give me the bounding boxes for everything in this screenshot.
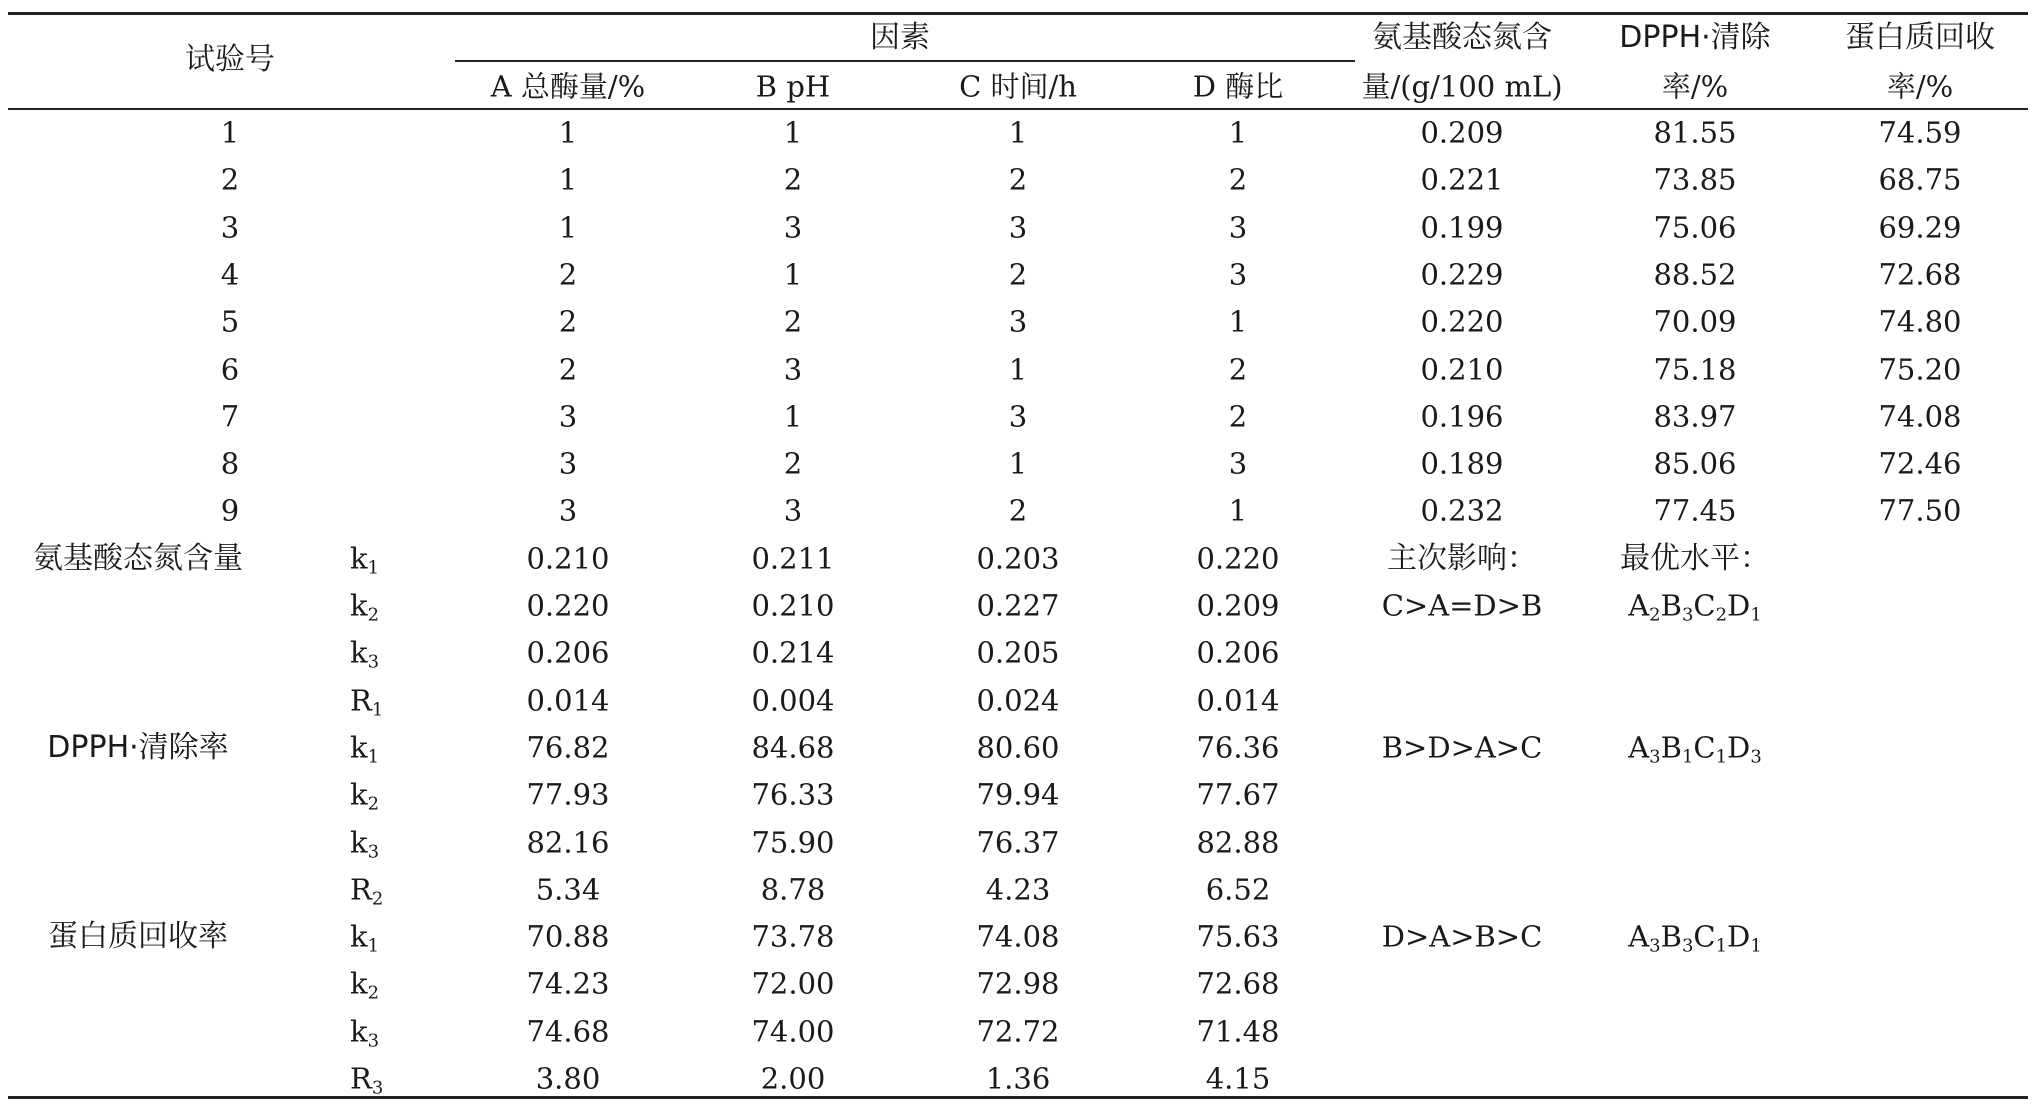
stat-k2-C: 0.227 bbox=[976, 588, 1060, 623]
optimal-level: $A_3B_3C_1D_1$ bbox=[1628, 919, 1762, 957]
trial-8-A: 3 bbox=[558, 446, 578, 481]
trial-9-protein: 77.50 bbox=[1878, 493, 1962, 528]
trial-1-dpph: 81.55 bbox=[1653, 115, 1737, 150]
trial-6-B: 3 bbox=[783, 352, 803, 386]
stat-k2-B: 76.33 bbox=[751, 777, 835, 812]
trial-3-B: 3 bbox=[783, 210, 803, 245]
trial-1-D: 1 bbox=[1228, 115, 1248, 150]
stat-label: $k_1$ bbox=[350, 730, 380, 768]
trial-7-A: 3 bbox=[558, 399, 578, 434]
stat-k1-A: 70.88 bbox=[526, 919, 610, 954]
stat-k2-D: 0.209 bbox=[1196, 588, 1280, 623]
trial-2-protein: 68.75 bbox=[1878, 162, 1962, 197]
trial-4-nitrogen: 0.229 bbox=[1420, 257, 1504, 292]
stat-k1-A: 76.82 bbox=[526, 730, 610, 765]
header-factor-b: B pH bbox=[755, 69, 831, 104]
trial-5-A: 2 bbox=[558, 304, 578, 339]
trial-4-B: 1 bbox=[783, 257, 803, 292]
stat-k2-D: 77.67 bbox=[1196, 777, 1280, 812]
stat-k3-B: 74.00 bbox=[751, 1014, 835, 1049]
optimal-level: $A_2B_3C_2D_1$ bbox=[1628, 588, 1762, 626]
trial-3-nitrogen: 0.199 bbox=[1420, 210, 1504, 245]
header-dpph-line1: DPPH·清除 bbox=[1619, 20, 1771, 55]
stat-k3-A: 82.16 bbox=[526, 825, 610, 859]
stat-k1-B: 84.68 bbox=[751, 730, 835, 765]
trial-4-protein: 72.68 bbox=[1878, 257, 1962, 292]
stat-R1-C: 0.024 bbox=[976, 683, 1060, 718]
trial-5-C: 3 bbox=[1008, 304, 1028, 339]
trial-9-nitrogen: 0.232 bbox=[1420, 493, 1504, 528]
trial-4-no: 4 bbox=[220, 257, 240, 292]
trial-8-B: 2 bbox=[783, 446, 803, 481]
stat-k3-A: 74.68 bbox=[526, 1014, 610, 1049]
stat-k2-A: 77.93 bbox=[526, 777, 610, 812]
trial-7-protein: 74.08 bbox=[1878, 399, 1962, 434]
stat-R2-A: 5.34 bbox=[535, 872, 601, 907]
stat-k3-C: 76.37 bbox=[976, 825, 1060, 859]
stat-k3-D: 82.88 bbox=[1196, 825, 1280, 859]
stat-label: $R_1$ bbox=[350, 683, 384, 721]
stat-k1-C: 74.08 bbox=[976, 919, 1060, 954]
stat-k1-D: 75.63 bbox=[1196, 919, 1280, 954]
trial-1-C: 1 bbox=[1008, 115, 1028, 150]
header-nitrogen-line2: 量/(g/100 mL) bbox=[1361, 69, 1563, 104]
trial-1-nitrogen: 0.209 bbox=[1420, 115, 1504, 150]
trial-8-no: 8 bbox=[220, 446, 240, 481]
stat-label: $k_3$ bbox=[350, 825, 380, 862]
stat-R3-B: 2.00 bbox=[760, 1061, 826, 1096]
stat-k3-A: 0.206 bbox=[526, 635, 610, 670]
trial-9-dpph: 77.45 bbox=[1653, 493, 1737, 528]
primary-order: C>A=D>B bbox=[1381, 588, 1543, 623]
trial-1-A: 1 bbox=[558, 115, 578, 150]
trial-9-A: 3 bbox=[558, 493, 578, 528]
stat-R2-D: 6.52 bbox=[1205, 872, 1271, 907]
trial-1-no: 1 bbox=[220, 115, 240, 150]
trial-9-C: 2 bbox=[1008, 493, 1028, 528]
trial-6-A: 2 bbox=[558, 352, 578, 386]
stat-k2-D: 72.68 bbox=[1196, 966, 1280, 1001]
stat-R1-B: 0.004 bbox=[751, 683, 835, 718]
stat-k1-A: 0.210 bbox=[526, 541, 610, 576]
stat-R3-A: 3.80 bbox=[535, 1061, 601, 1096]
trial-7-C: 3 bbox=[1008, 399, 1028, 434]
trial-3-protein: 69.29 bbox=[1878, 210, 1962, 245]
stat-k2-B: 72.00 bbox=[751, 966, 835, 1001]
header-trial-no: 试验号 bbox=[185, 42, 275, 77]
trial-9-D: 1 bbox=[1228, 493, 1248, 528]
trial-2-no: 2 bbox=[220, 162, 240, 197]
stat-label: $R_3$ bbox=[350, 1061, 384, 1099]
stat-k2-A: 74.23 bbox=[526, 966, 610, 1001]
stat-R3-D: 4.15 bbox=[1205, 1061, 1271, 1096]
trial-4-C: 2 bbox=[1008, 257, 1028, 292]
trial-6-C: 1 bbox=[1008, 352, 1028, 386]
primary-label: 主次影响： bbox=[1387, 540, 1537, 576]
trial-4-A: 2 bbox=[558, 257, 578, 292]
stat-R2-B: 8.78 bbox=[760, 872, 826, 907]
trial-5-D: 1 bbox=[1228, 304, 1248, 339]
trial-2-nitrogen: 0.221 bbox=[1420, 162, 1504, 197]
trial-4-dpph: 88.52 bbox=[1653, 257, 1737, 292]
header-factor-a: A 总酶量/% bbox=[490, 69, 646, 104]
trial-6-no: 6 bbox=[220, 352, 240, 386]
trial-7-B: 1 bbox=[783, 399, 803, 434]
stat-label: $R_2$ bbox=[350, 872, 384, 910]
primary-order: B>D>A>C bbox=[1381, 730, 1543, 765]
trial-8-protein: 72.46 bbox=[1878, 446, 1962, 481]
stat-label: $k_1$ bbox=[350, 541, 380, 579]
stat-label: $k_2$ bbox=[350, 777, 380, 815]
trial-9-B: 3 bbox=[783, 493, 803, 528]
trial-5-nitrogen: 0.220 bbox=[1420, 304, 1504, 339]
stat-R3-C: 1.36 bbox=[985, 1061, 1051, 1096]
optimal-label: 最优水平： bbox=[1620, 540, 1770, 576]
trial-7-nitrogen: 0.196 bbox=[1420, 399, 1504, 434]
trial-6-protein: 75.20 bbox=[1878, 352, 1962, 386]
stat-k1-C: 0.203 bbox=[976, 541, 1060, 576]
trial-4-D: 3 bbox=[1228, 257, 1248, 292]
stat-k3-C: 72.72 bbox=[976, 1014, 1060, 1049]
stat-k1-D: 0.220 bbox=[1196, 541, 1280, 576]
stat-label: $k_2$ bbox=[350, 966, 380, 1004]
header-factors: 因素 bbox=[870, 20, 930, 55]
bottom-rule bbox=[8, 1096, 2028, 1099]
factors-underline bbox=[455, 60, 1355, 62]
stat-k2-B: 0.210 bbox=[751, 588, 835, 623]
group-name: 氨基酸态氮含量 bbox=[33, 540, 243, 576]
trial-3-no: 3 bbox=[220, 210, 240, 245]
stat-label: $k_1$ bbox=[350, 919, 380, 957]
primary-order: D>A>B>C bbox=[1381, 919, 1543, 954]
group-name: DPPH·清除率 bbox=[47, 729, 229, 765]
stat-k3-D: 0.206 bbox=[1196, 635, 1280, 670]
stat-k2-C: 72.98 bbox=[976, 966, 1060, 1001]
stat-k2-C: 79.94 bbox=[976, 777, 1060, 812]
trial-7-dpph: 83.97 bbox=[1653, 399, 1737, 434]
trial-5-B: 2 bbox=[783, 304, 803, 339]
trial-3-dpph: 75.06 bbox=[1653, 210, 1737, 245]
trial-2-A: 1 bbox=[558, 162, 578, 197]
trial-3-D: 3 bbox=[1228, 210, 1248, 245]
trial-8-D: 3 bbox=[1228, 446, 1248, 481]
trial-1-protein: 74.59 bbox=[1878, 115, 1962, 150]
stat-label: $k_3$ bbox=[350, 635, 380, 673]
trial-2-D: 2 bbox=[1228, 162, 1248, 197]
header-bottom-rule bbox=[8, 108, 2028, 110]
stat-k1-D: 76.36 bbox=[1196, 730, 1280, 765]
group-name: 蛋白质回收率 bbox=[48, 919, 228, 955]
trial-5-no: 5 bbox=[220, 304, 240, 339]
header-protein-line2: 率/% bbox=[1886, 69, 1954, 104]
stat-k3-D: 71.48 bbox=[1196, 1014, 1280, 1049]
trial-2-C: 2 bbox=[1008, 162, 1028, 197]
top-rule bbox=[8, 12, 2028, 15]
header-nitrogen-line1: 氨基酸态氮含 bbox=[1372, 20, 1552, 55]
stat-label: $k_2$ bbox=[350, 588, 380, 626]
trial-1-B: 1 bbox=[783, 115, 803, 150]
trial-3-A: 1 bbox=[558, 210, 578, 245]
trial-2-dpph: 73.85 bbox=[1653, 162, 1737, 197]
trial-5-protein: 74.80 bbox=[1878, 304, 1962, 339]
stat-k3-B: 75.90 bbox=[751, 825, 835, 859]
trial-8-dpph: 85.06 bbox=[1653, 446, 1737, 481]
header-dpph-line2: 率/% bbox=[1661, 69, 1729, 104]
optimal-level: $A_3B_1C_1D_3$ bbox=[1628, 730, 1762, 768]
trial-6-nitrogen: 0.210 bbox=[1420, 352, 1504, 386]
trial-9-no: 9 bbox=[220, 493, 240, 528]
stat-R2-C: 4.23 bbox=[985, 872, 1051, 907]
stat-R1-D: 0.014 bbox=[1196, 683, 1280, 718]
stat-k1-C: 80.60 bbox=[976, 730, 1060, 765]
header-protein-line1: 蛋白质回收 bbox=[1845, 20, 1995, 55]
trial-2-B: 2 bbox=[783, 162, 803, 197]
trial-7-D: 2 bbox=[1228, 399, 1248, 434]
trial-6-dpph: 75.18 bbox=[1653, 352, 1737, 386]
stat-k3-B: 0.214 bbox=[751, 635, 835, 670]
stat-k1-B: 0.211 bbox=[751, 541, 835, 576]
trial-5-dpph: 70.09 bbox=[1653, 304, 1737, 339]
trial-6-D: 2 bbox=[1228, 352, 1248, 386]
trial-8-C: 1 bbox=[1008, 446, 1028, 481]
trial-8-nitrogen: 0.189 bbox=[1420, 446, 1504, 481]
stat-R1-A: 0.014 bbox=[526, 683, 610, 718]
trial-3-C: 3 bbox=[1008, 210, 1028, 245]
stat-k2-A: 0.220 bbox=[526, 588, 610, 623]
stat-k3-C: 0.205 bbox=[976, 635, 1060, 670]
stat-k1-B: 73.78 bbox=[751, 919, 835, 954]
trial-7-no: 7 bbox=[220, 399, 240, 434]
stat-label: $k_3$ bbox=[350, 1014, 380, 1052]
header-factor-d: D 酶比 bbox=[1192, 69, 1284, 104]
header-factor-c: C 时间/h bbox=[959, 69, 1077, 104]
